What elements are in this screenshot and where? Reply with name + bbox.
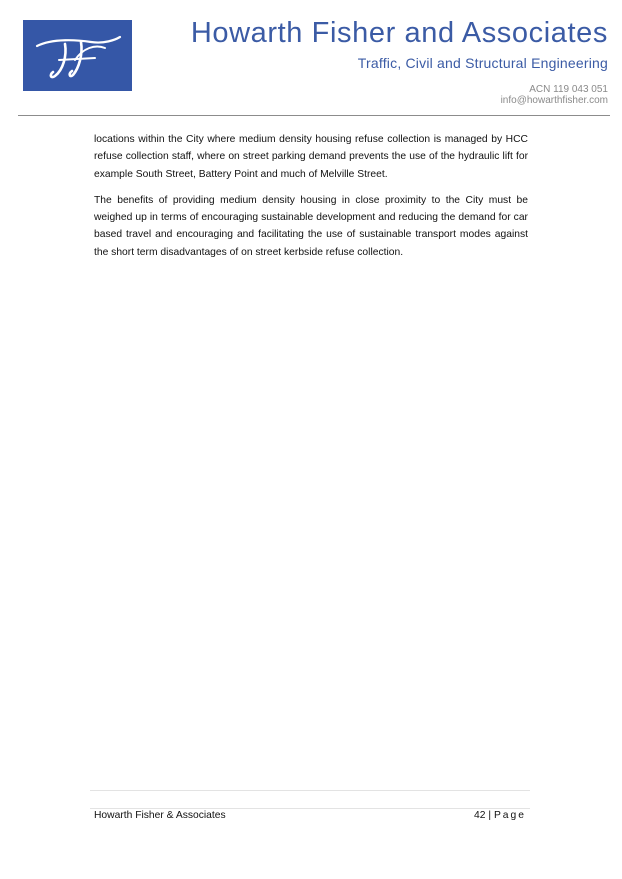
footer-divider-lower xyxy=(90,808,530,809)
hf-monogram-icon xyxy=(23,20,132,91)
company-acn: ACN 119 043 051 xyxy=(529,84,608,95)
paragraph: The benefits of providing medium density housing in close proximity to the City must be weighed up in terms of encouraging sustainable development and reducing the demand for car based travel and encouraging and facilitating the use of sustainable transport modes against the short term disadvantages of on street kerbside refuse collection. xyxy=(94,194,528,258)
page-label: Page xyxy=(493,810,526,821)
header-divider xyxy=(18,115,610,116)
company-email: info@howarthfisher.com xyxy=(500,95,608,106)
footer-divider xyxy=(90,790,530,791)
company-name: Howarth Fisher and Associates xyxy=(190,17,608,49)
document-body xyxy=(94,131,528,270)
page-number: 42 xyxy=(474,810,486,821)
page-separator: | xyxy=(488,810,492,821)
company-logo xyxy=(23,20,132,91)
company-tagline: Traffic, Civil and Structural Engineering xyxy=(357,55,608,71)
paragraph: locations within the City where medium density housing refuse collection is managed by HCC refuse collection staff, where on street parking demand prevents the use of the hydraulic lift for example South Street, Battery Point and much of Melville Street. xyxy=(94,134,528,180)
page-number-label xyxy=(474,810,526,821)
footer-company: Howarth Fisher & Associates xyxy=(94,810,226,821)
